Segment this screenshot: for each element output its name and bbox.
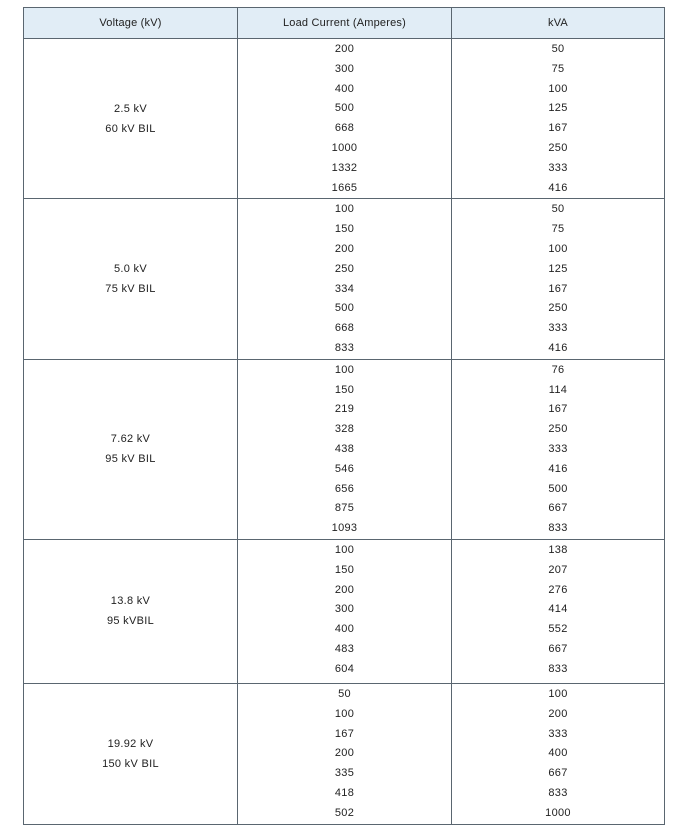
load-current-value: 150 [334, 383, 355, 396]
load-current-value: 250 [334, 262, 355, 275]
kva-value: 416 [548, 181, 568, 194]
load-current-cell [238, 539, 452, 683]
voltage-group-row [24, 539, 665, 683]
voltage-value: 2.5 kV [114, 102, 147, 115]
voltage-value: 13.8 kV [110, 595, 151, 608]
kva-value: 114 [548, 383, 568, 396]
voltage-value: 5.0 kV [114, 263, 147, 276]
voltage-cell [24, 199, 238, 359]
kva-value: 333 [548, 442, 568, 455]
kva-value: 250 [548, 423, 568, 436]
kva-cell [452, 39, 665, 199]
load-current-value: 100 [334, 543, 355, 556]
header-row [24, 8, 665, 39]
kva-value: 207 [548, 563, 568, 576]
load-current-value: 546 [334, 462, 355, 475]
load-current-value: 656 [334, 482, 355, 495]
kva-value: 200 [548, 707, 568, 720]
bil-rating: 75 kV BIL [105, 283, 156, 296]
load-current-value: 150 [334, 223, 355, 236]
kva-value: 414 [548, 603, 568, 616]
kva-value: 50 [551, 203, 565, 216]
voltage-cell [24, 359, 238, 539]
load-current-value: 418 [334, 786, 355, 799]
header-load-current: Load Current (Amperes) [238, 8, 452, 39]
kva-value: 167 [548, 282, 568, 295]
kva-value: 138 [548, 543, 568, 556]
kva-value: 125 [548, 262, 568, 275]
load-current-cell [238, 683, 452, 824]
kva-value: 552 [548, 623, 568, 636]
load-current-value: 500 [334, 302, 355, 315]
kva-value: 276 [548, 583, 568, 596]
load-current-value: 300 [334, 603, 355, 616]
load-current-value: 200 [334, 583, 355, 596]
load-current-value: 1332 [331, 161, 358, 174]
kva-value: 667 [548, 767, 568, 780]
kva-cell [452, 683, 665, 824]
load-current-value: 1000 [331, 141, 358, 154]
kva-value: 333 [548, 322, 568, 335]
kva-value: 500 [548, 482, 568, 495]
kva-value: 50 [551, 43, 565, 55]
voltage-value: 19.92 kV [107, 737, 154, 750]
load-current-value: 400 [334, 82, 355, 95]
kva-value: 125 [548, 102, 568, 115]
load-current-value: 100 [334, 203, 355, 216]
load-current-cell [238, 359, 452, 539]
kva-value: 1000 [545, 806, 571, 819]
load-current-value: 150 [334, 563, 355, 576]
voltage-load-kva-table [23, 7, 665, 825]
kva-value: 833 [548, 662, 568, 675]
load-current-value: 400 [334, 623, 355, 636]
load-current-value: 200 [334, 242, 355, 255]
load-current-value: 200 [334, 43, 355, 55]
load-current-value: 1093 [331, 522, 358, 535]
kva-value: 167 [548, 122, 568, 135]
bil-rating: 60 kV BIL [105, 122, 156, 135]
voltage-cell [24, 683, 238, 824]
bil-rating: 95 kVBIL [106, 615, 155, 628]
kva-value: 667 [548, 502, 568, 515]
voltage-group-row [24, 683, 665, 824]
load-current-value: 668 [334, 322, 355, 335]
load-current-value: 328 [334, 423, 355, 436]
kva-value: 167 [548, 403, 568, 416]
load-current-value: 167 [334, 727, 355, 740]
kva-value: 250 [548, 302, 568, 315]
load-current-value: 334 [334, 282, 355, 295]
load-current-value: 219 [334, 403, 355, 416]
kva-value: 100 [548, 82, 568, 95]
kva-value: 833 [548, 786, 568, 799]
bil-rating: 150 kV BIL [102, 757, 159, 770]
load-current-value: 833 [334, 341, 355, 354]
kva-value: 76 [551, 363, 565, 376]
voltage-group-row [24, 359, 665, 539]
kva-value: 667 [548, 642, 568, 655]
load-current-value: 483 [334, 642, 355, 655]
kva-value: 100 [548, 242, 568, 255]
load-current-value: 1665 [331, 181, 358, 194]
load-current-value: 50 [338, 687, 351, 700]
load-current-cell [238, 199, 452, 359]
load-current-value: 500 [334, 102, 355, 115]
load-current-value: 300 [334, 62, 355, 75]
kva-value: 100 [548, 687, 568, 700]
kva-value: 75 [551, 62, 565, 75]
kva-value: 416 [548, 341, 568, 354]
load-current-value: 438 [334, 442, 355, 455]
load-current-value: 875 [334, 502, 355, 515]
load-current-value: 100 [334, 707, 355, 720]
kva-value: 333 [548, 161, 568, 174]
header-kva: kVA [452, 8, 665, 39]
kva-value: 833 [548, 522, 568, 535]
load-current-value: 502 [334, 806, 355, 819]
kva-value: 400 [548, 747, 568, 760]
kva-value: 416 [548, 462, 568, 475]
load-current-value: 335 [334, 767, 355, 780]
kva-value: 333 [548, 727, 568, 740]
load-current-value: 668 [334, 122, 355, 135]
load-current-value: 100 [334, 363, 355, 376]
voltage-group-row [24, 39, 665, 199]
header-voltage: Voltage (kV) [24, 8, 238, 39]
bil-rating: 95 kV BIL [105, 453, 156, 466]
voltage-group-row [24, 199, 665, 359]
load-current-value: 200 [334, 747, 355, 760]
kva-value: 250 [548, 141, 568, 154]
voltage-cell [24, 39, 238, 199]
load-current-cell [238, 39, 452, 199]
kva-value: 75 [551, 223, 565, 236]
load-current-value: 604 [334, 662, 355, 675]
voltage-value: 7.62 kV [110, 433, 151, 446]
kva-cell [452, 539, 665, 683]
voltage-cell [24, 539, 238, 683]
kva-cell [452, 199, 665, 359]
kva-cell [452, 359, 665, 539]
